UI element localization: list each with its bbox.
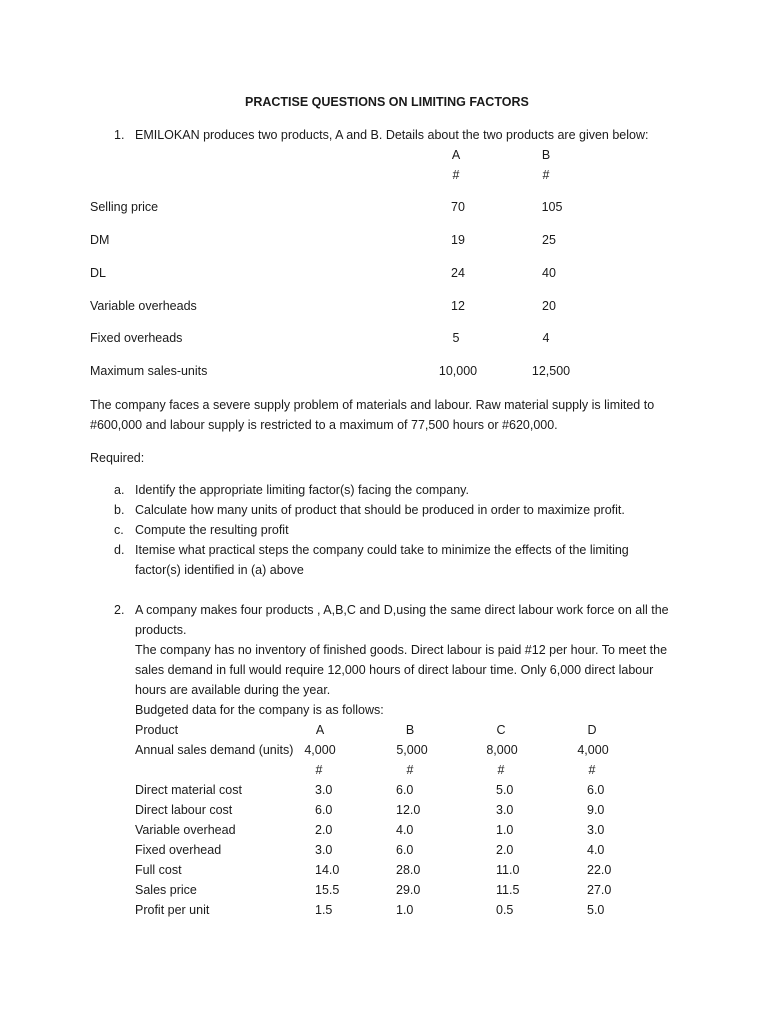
q1-supply-line-2: #600,000 and labour supply is restricted to a maximum of 77,500 hours or #620,000. xyxy=(90,418,558,432)
q2-cell: 5,000 xyxy=(396,743,428,757)
q1-intro: EMILOKAN produces two products, A and B. Details about the two products are given below: xyxy=(135,128,649,142)
q2-col-d-header: D xyxy=(587,723,597,737)
list-item: Calculate how many units of product that should be produced in order to maximize profit. xyxy=(135,503,625,517)
q1-row-value-b: 105 xyxy=(541,200,563,214)
q1-row-value-b: 4 xyxy=(542,331,550,345)
list-marker: d. xyxy=(114,543,125,557)
q2-line: products. xyxy=(135,623,187,637)
list-marker: c. xyxy=(114,523,124,537)
q1-row-value-b: 20 xyxy=(542,299,556,313)
q1-row-value-a: 10,000 xyxy=(438,364,478,378)
q2-cell: 12.0 xyxy=(396,803,421,817)
q2-col-c-header: C xyxy=(496,723,506,737)
q2-cell: 5.0 xyxy=(587,903,605,917)
q1-row-value-b: 25 xyxy=(542,233,556,247)
q1-row-label: Maximum sales-units xyxy=(90,364,208,378)
q2-row-label: Sales price xyxy=(135,883,197,897)
q2-cell: 0.5 xyxy=(496,903,514,917)
q2-cell: # xyxy=(315,763,323,777)
q1-row-label: Fixed overheads xyxy=(90,331,183,345)
q2-row-label: Profit per unit xyxy=(135,903,210,917)
list-marker: a. xyxy=(114,483,125,497)
q2-cell: # xyxy=(406,763,414,777)
q2-row-label: Variable overhead xyxy=(135,823,236,837)
q2-cell: 4.0 xyxy=(587,843,605,857)
q1-row-value-a: 70 xyxy=(451,200,465,214)
q2-col-a-header: A xyxy=(315,723,325,737)
q2-row-label: Direct material cost xyxy=(135,783,242,797)
page-title: PRACTISE QUESTIONS ON LIMITING FACTORS xyxy=(245,95,529,109)
q2-cell: 8,000 xyxy=(486,743,518,757)
q1-row-label: Variable overheads xyxy=(90,299,197,313)
q1-number: 1. xyxy=(114,128,125,142)
list-item: Itemise what practical steps the company could take to minimize the effects of the limiting xyxy=(135,543,629,557)
q2-cell: 1.5 xyxy=(315,903,333,917)
q1-row-value-a: 12 xyxy=(451,299,465,313)
q2-cell: 27.0 xyxy=(587,883,612,897)
q2-row-label: Fixed overhead xyxy=(135,843,222,857)
q1-row-value-b: 12,500 xyxy=(531,364,571,378)
q2-cell: 15.5 xyxy=(315,883,340,897)
q2-cell: 6.0 xyxy=(587,783,605,797)
q2-cell: 2.0 xyxy=(315,823,333,837)
q2-cell: 2.0 xyxy=(496,843,514,857)
q2-row-label: Full cost xyxy=(135,863,182,877)
q2-cell: 5.0 xyxy=(496,783,514,797)
q2-cell: 3.0 xyxy=(587,823,605,837)
q2-cell: 6.0 xyxy=(315,803,333,817)
q2-cell: # xyxy=(497,763,505,777)
q1-col-a-header: A xyxy=(451,148,461,162)
q1-row-label: Selling price xyxy=(90,200,159,214)
q1-row-value-a: 24 xyxy=(451,266,465,280)
q1-row-value-b: 40 xyxy=(542,266,556,280)
q2-row-label: Product xyxy=(135,723,179,737)
q1-supply-line-1: The company faces a severe supply problem of materials and labour. Raw material supply is limited to xyxy=(90,398,655,412)
q2-col-b-header: B xyxy=(405,723,415,737)
q2-line: Budgeted data for the company is as follows: xyxy=(135,703,384,717)
q2-cell: 3.0 xyxy=(315,783,333,797)
q2-cell: 4,000 xyxy=(577,743,609,757)
q2-cell: 1.0 xyxy=(496,823,514,837)
q2-number: 2. xyxy=(114,603,125,617)
q1-row-value-a: 19 xyxy=(451,233,465,247)
q1-col-a-currency: # xyxy=(452,168,460,182)
q2-cell: 9.0 xyxy=(587,803,605,817)
list-marker: b. xyxy=(114,503,125,517)
q2-cell: 4,000 xyxy=(304,743,336,757)
q1-row-value-a: 5 xyxy=(452,331,460,345)
q2-cell: # xyxy=(588,763,596,777)
q2-line: sales demand in full would require 12,000 hours of direct labour time. Only 6,000 direct labour xyxy=(135,663,654,677)
q2-cell: 11.0 xyxy=(496,863,520,877)
q2-row-label: Direct labour cost xyxy=(135,803,233,817)
q2-cell: 6.0 xyxy=(396,783,414,797)
q2-cell: 11.5 xyxy=(496,883,520,897)
q1-required-label: Required: xyxy=(90,451,145,465)
q1-col-b-currency: # xyxy=(542,168,550,182)
q2-row-label: Annual sales demand (units) xyxy=(135,743,294,757)
list-item: Identify the appropriate limiting factor(s) facing the company. xyxy=(135,483,469,497)
q2-cell: 3.0 xyxy=(496,803,514,817)
q2-cell: 1.0 xyxy=(396,903,414,917)
q1-row-label: DM xyxy=(90,233,110,247)
q1-col-b-header: B xyxy=(541,148,551,162)
q2-cell: 3.0 xyxy=(315,843,333,857)
q2-cell: 28.0 xyxy=(396,863,421,877)
q2-line: hours are available during the year. xyxy=(135,683,331,697)
q2-line: A company makes four products , A,B,C and D,using the same direct labour work force on all the xyxy=(135,603,669,617)
q2-line: The company has no inventory of finished goods. Direct labour is paid #12 per hour. To meet the xyxy=(135,643,668,657)
q2-cell: 29.0 xyxy=(396,883,421,897)
list-item-continuation: factor(s) identified in (a) above xyxy=(135,563,304,577)
q2-cell: 14.0 xyxy=(315,863,340,877)
q2-cell: 22.0 xyxy=(587,863,612,877)
list-item: Compute the resulting profit xyxy=(135,523,289,537)
q2-cell: 4.0 xyxy=(396,823,414,837)
q1-row-label: DL xyxy=(90,266,106,280)
q2-cell: 6.0 xyxy=(396,843,414,857)
